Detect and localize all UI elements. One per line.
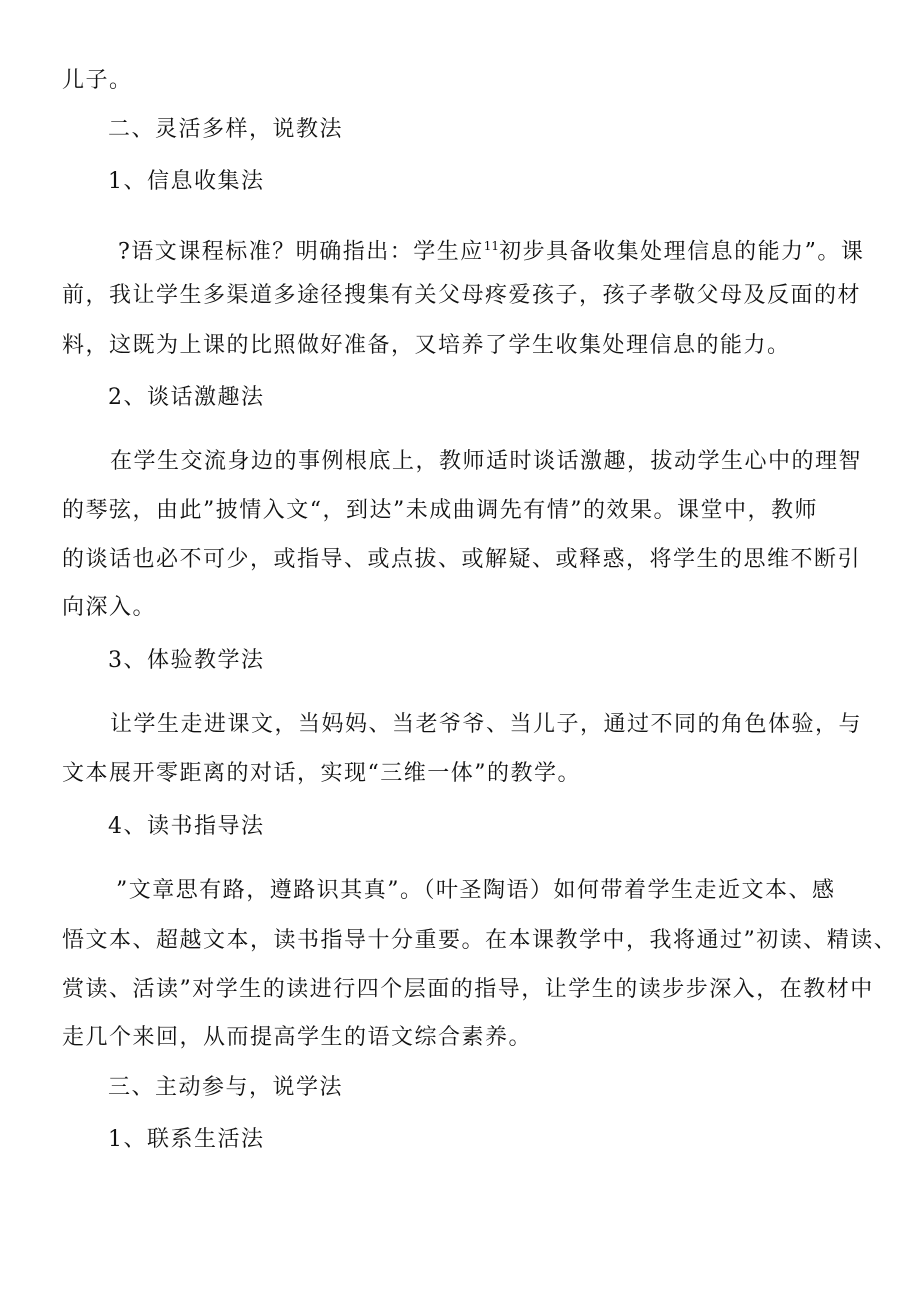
subsection-heading: 4、读书指导法 — [108, 814, 265, 839]
text-line: 让学生走进课文，当妈妈、当老爷爷、当儿子，通过不同的角色体验，与 — [110, 712, 863, 737]
text-line: 儿子。 — [62, 68, 133, 93]
text-line: 的谈话也必不可少，或指导、或点拔、或解疑、或释惑，将学生的思维不断引 — [62, 547, 862, 572]
section-heading: 三、主动参与，说学法 — [108, 1075, 344, 1100]
text-line: 向深入。 — [62, 595, 157, 620]
subsection-heading: 1、信息收集法 — [108, 169, 265, 194]
subsection-heading: 3、体验教学法 — [108, 648, 265, 673]
text-line: 前，我让学生多渠道多途径搜集有关父母疼爱孩子，孩子孝敬父母及反面的材 — [62, 283, 862, 308]
text-line: 文本展开零距离的对话，实现“三维一体”的教学。 — [62, 761, 581, 786]
section-heading: 二、灵活多样，说教法 — [108, 117, 344, 142]
text-line: 赏读、活读”对学生的读进行四个层面的指导，让学生的读步步深入，在教材中 — [62, 977, 874, 1002]
subsection-heading: 2、谈话激趣法 — [108, 385, 265, 410]
text-line: 在学生交流身边的事例根底上，教师适时谈话激趣，拔动学生心中的理智 — [110, 449, 863, 474]
text-line: 悟文本、超越文本，读书指导十分重要。在本课教学中，我将通过”初读、精读、 — [62, 928, 898, 953]
superscript-mark: 11 — [483, 239, 500, 253]
text-line: 走几个来回，从而提高学生的语文综合素养。 — [62, 1025, 533, 1050]
text-line: 的琴弦，由此”披情入文“，到达”未成曲调先有情”的效果。课堂中，教师 — [62, 498, 818, 523]
text-line: 料，这既为上课的比照做好准备，又培养了学生收集处理信息的能力。 — [62, 333, 791, 358]
text-line: ?语文课程标准？明确指出：学生应$^{11}$初步具备收集处理信息的能力”。课 — [118, 239, 865, 265]
subsection-heading: 1、联系生活法 — [108, 1127, 265, 1152]
text-line: ”文章思有路，遵路识其真”。（叶圣陶语）如何带着学生走近文本、感 — [116, 878, 836, 903]
